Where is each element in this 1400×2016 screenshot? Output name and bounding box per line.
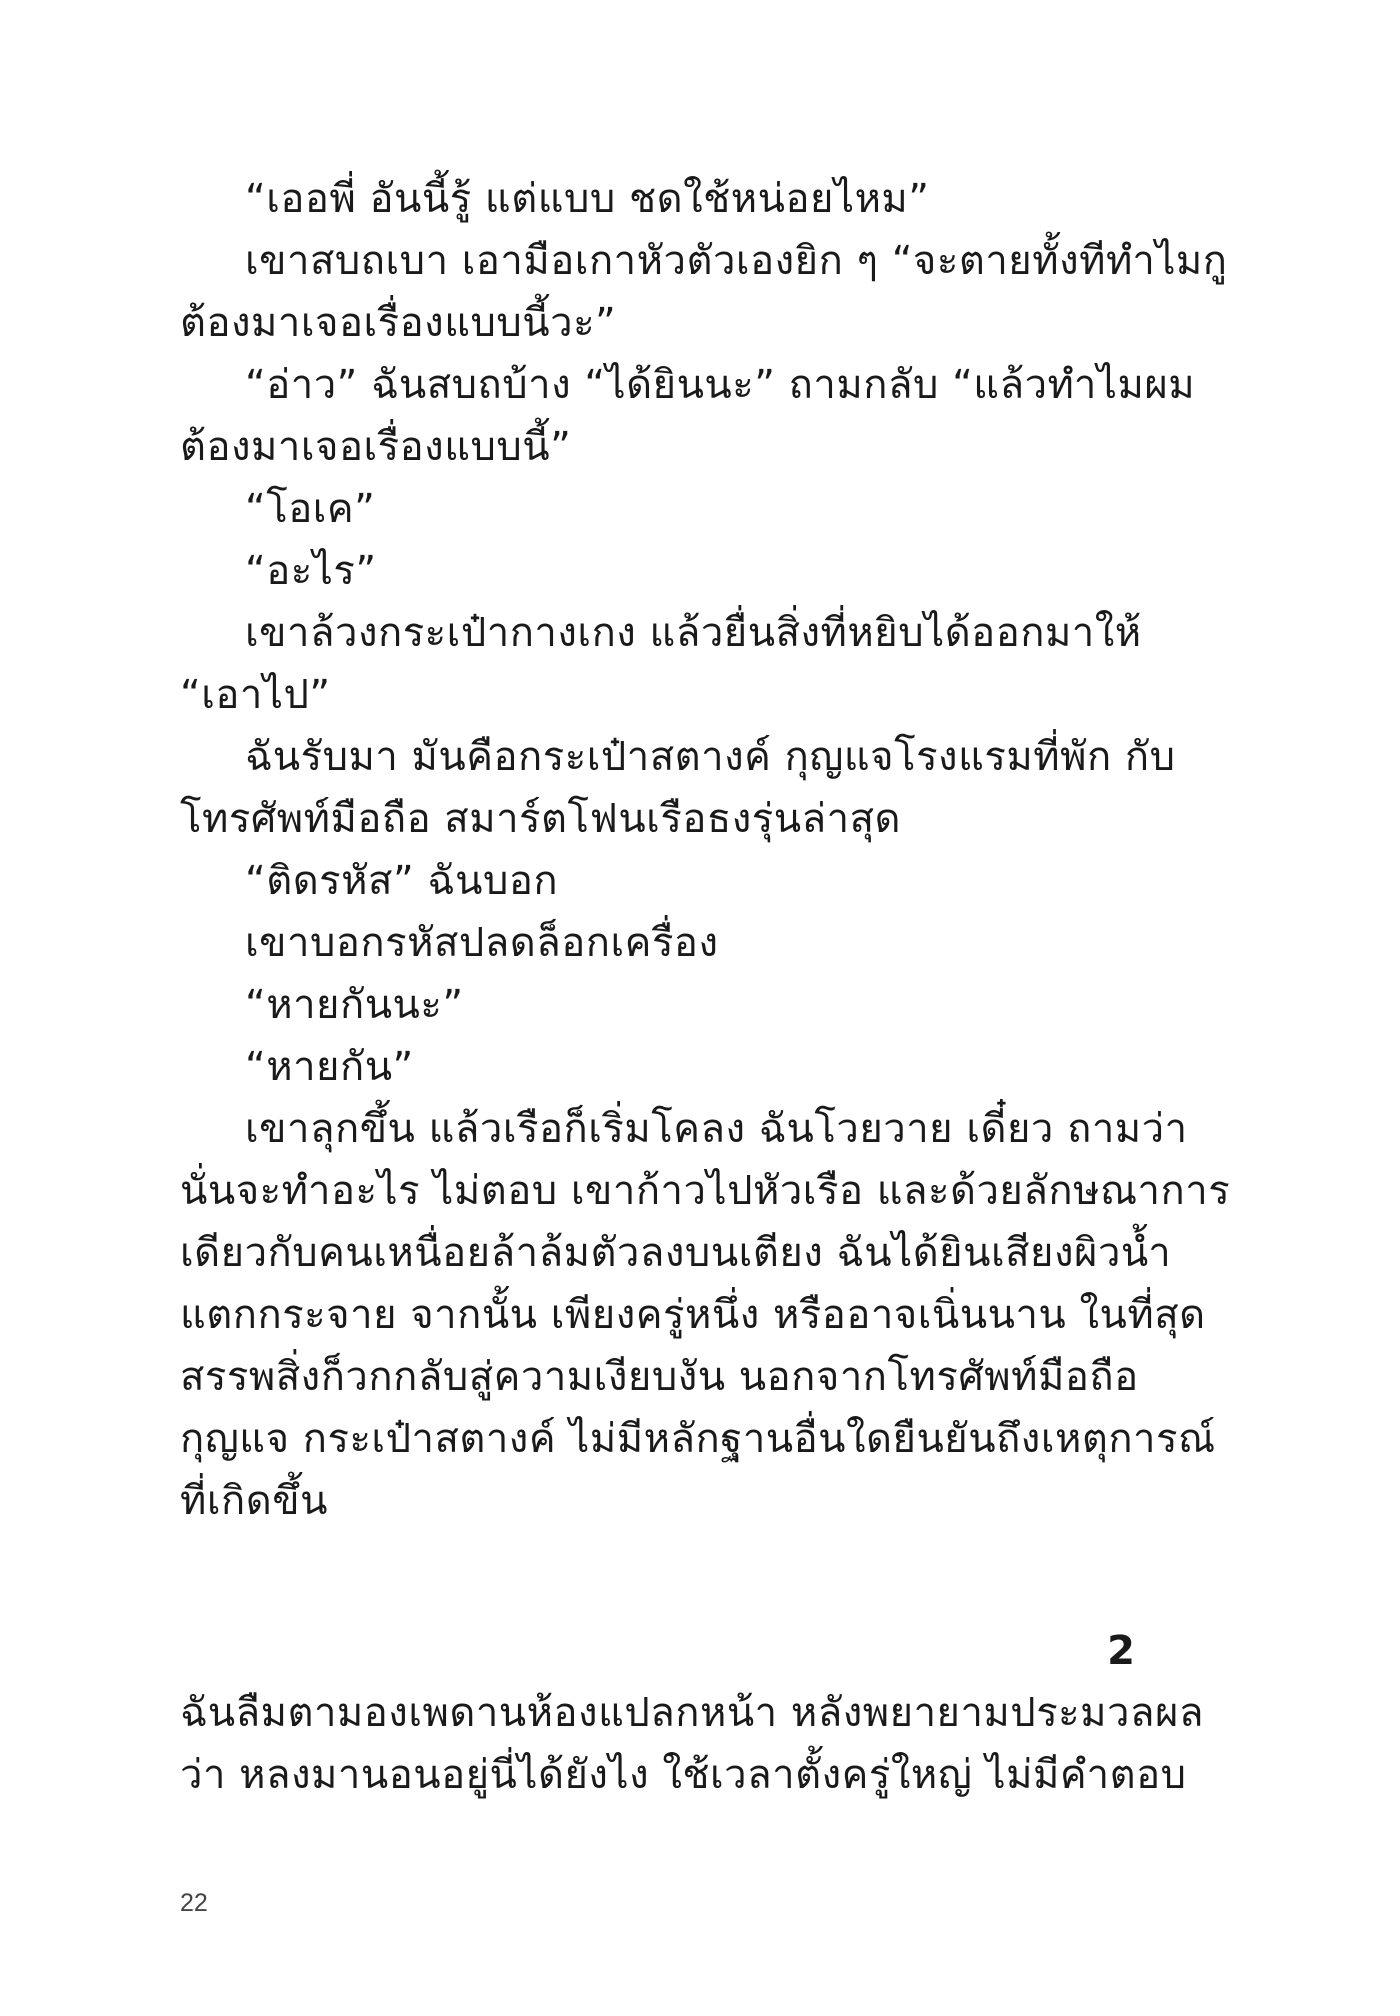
paragraph-line: เขาสบถเบา เอามือเกาหัวตัวเองยิก ๆ “จะตายทั้งทีทำไมกู <box>245 238 1228 284</box>
page-number: 22 <box>180 1889 208 1917</box>
paragraph-line: “ติดรหัส” ฉันบอก <box>245 858 559 904</box>
paragraph-line: “เออพี่ อันนี้รู้ แต่แบบ ชดใช้หน่อยไหม” <box>245 176 930 222</box>
paragraph-line: เขาบอกรหัสปลดล็อกเครื่อง <box>245 920 719 966</box>
paragraph-line: “หายกัน” <box>245 1044 414 1090</box>
paragraph-line: เดียวกับคนเหนื่อยล้าล้มตัวลงบนเตียง ฉันได้ยินเสียงผิวน้ำ <box>180 1230 1172 1276</box>
paragraph-line: โทรศัพท์มือถือ สมาร์ตโฟนเรือธงรุ่นล่าสุด <box>180 796 901 842</box>
paragraph-line: ต้องมาเจอเรื่องแบบนี้วะ” <box>180 300 617 346</box>
chapter-line: ว่า หลงมานอนอยู่นี่ได้ยังไง ใช้เวลาตั้งครู่ใหญ่ ไม่มีคำตอบ <box>180 1752 1187 1798</box>
paragraph-line: เขาลุกขึ้น แล้วเรือก็เริ่มโคลง ฉันโวยวาย เดี๋ยว ถามว่า <box>245 1106 1188 1152</box>
paragraph-line: “อะไร” <box>245 548 377 594</box>
paragraph-line: กุญแจ กระเป๋าสตางค์ ไม่มีหลักฐานอื่นใดยืนยันถึงเหตุการณ์ <box>180 1416 1216 1462</box>
paragraph-line: ฉันรับมา มันคือกระเป๋าสตางค์ กุญแจโรงแรมที่พัก กับ <box>245 734 1176 780</box>
chapter-heading: 2 <box>1107 1628 1135 1674</box>
paragraph-line: ต้องมาเจอเรื่องแบบนี้” <box>180 424 572 470</box>
paragraph-line: “หายกันนะ” <box>245 982 464 1028</box>
paragraph-line: สรรพสิ่งก็วกกลับสู่ความเงียบงัน นอกจากโทรศัพท์มือถือ <box>180 1354 1139 1400</box>
paragraph-line: “โอเค” <box>245 486 376 532</box>
paragraph-line: นั่นจะทำอะไร ไม่ตอบ เขาก้าวไปหัวเรือ และด้วยลักษณาการ <box>180 1168 1231 1214</box>
paragraph-line: “เอาไป” <box>180 672 331 718</box>
paragraph-line: ที่เกิดขึ้น <box>180 1478 328 1524</box>
paragraph-line: แตกกระจาย จากนั้น เพียงครู่หนึ่ง หรืออาจเนิ่นนาน ในที่สุด <box>180 1292 1206 1338</box>
chapter-line: ฉันลืมตามองเพดานห้องแปลกหน้า หลังพยายามประมวลผล <box>180 1690 1204 1736</box>
paragraph-line: เขาล้วงกระเป๋ากางเกง แล้วยื่นสิ่งที่หยิบได้ออกมาให้ <box>245 610 1142 656</box>
paragraph-line: “อ่าว” ฉันสบถบ้าง “ได้ยินนะ” ถามกลับ “แล้วทำไมผม <box>245 362 1196 408</box>
